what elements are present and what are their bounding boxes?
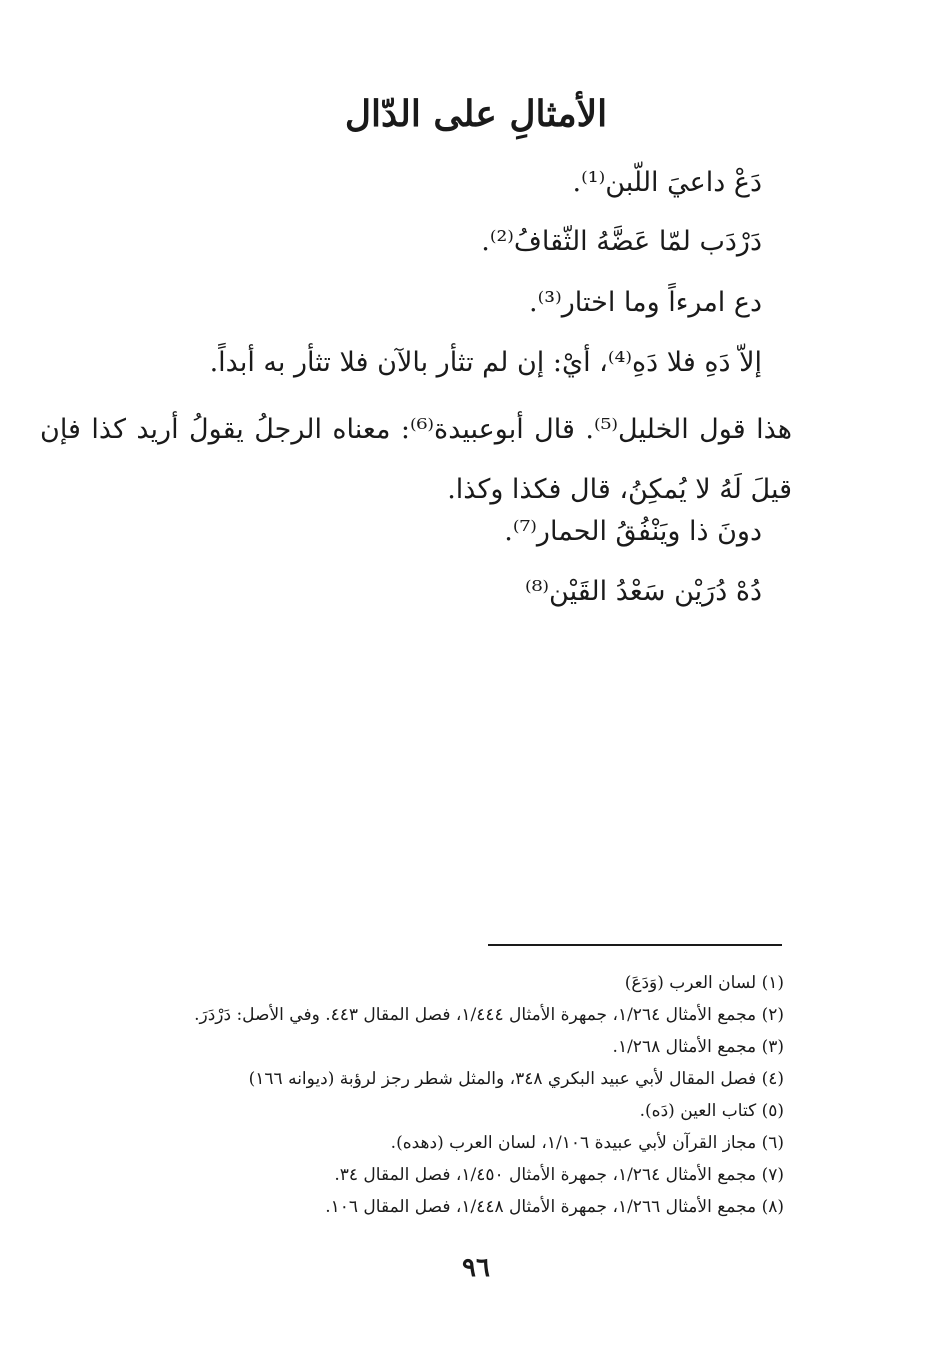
footnote-separator xyxy=(488,944,782,946)
footnotes-list xyxy=(84,967,784,1223)
proverb-line: دَعْ داعيَ اللّبن⁽¹⁾. xyxy=(572,167,762,198)
footnote-item: (٤) فصل المقال لأبي عبيد البكري ٣٤٨، والمثل شطر رجز لرؤبة (ديوانه ١٦٦) xyxy=(248,1069,784,1089)
footnote-item: (٢) مجمع الأمثال ١/٢٦٤، جمهرة الأمثال ١/٤٤٤، فصل المقال ٤٤٣. وفي الأصل: دَرْدَرَ. xyxy=(194,1005,784,1025)
proverb-line: دونَ ذا ويَنْفُقُ الحمار⁽⁷⁾. xyxy=(504,516,762,547)
page-title: الأمثالِ على الدّال xyxy=(344,93,608,135)
footnote-item: (٨) مجمع الأمثال ١/٢٦٦، جمهرة الأمثال ١/٤٤٨، فصل المقال ١٠٦. xyxy=(325,1197,784,1217)
proverb-line: دَرْدَب لمّا عَضَّهُ الثّقافُ⁽²⁾. xyxy=(481,226,762,257)
explanation-paragraph: هذا قول الخليل⁽⁵⁾. قال أبوعبيدة⁽⁶⁾: معناه الرجلُ يقولُ أريد كذا فإن قيلَ لَهُ لا يُمكِنُ، قال فكذا وكذا. xyxy=(40,414,793,505)
proverb-line: دُهْ دُرَيْن سَعْدُ القَيْن⁽⁸⁾ xyxy=(524,576,762,607)
page-number: ٩٦ xyxy=(462,1253,490,1283)
footnote-item: (٧) مجمع الأمثال ١/٢٦٤، جمهرة الأمثال ١/٤٥٠، فصل المقال ٣٤. xyxy=(334,1165,784,1185)
footnote-item: (٦) مجاز القرآن لأبي عبيدة ١/١٠٦، لسان العرب (دهده). xyxy=(390,1133,784,1153)
proverb-line: إلاّ دَهِ فلا دَهِ⁽⁴⁾، أيْ: إن لم تثأر بالآن فلا تثأر به أبداً. xyxy=(209,347,762,378)
footnote-item: (٥) كتاب العين (دَه). xyxy=(639,1101,784,1121)
proverb-line: دع امرءاً وما اختار⁽³⁾. xyxy=(529,287,762,318)
footnote-item: (٣) مجمع الأمثال ١/٢٦٨. xyxy=(612,1037,784,1057)
footnote-item: (١) لسان العرب (وَدَعَ) xyxy=(624,973,784,993)
